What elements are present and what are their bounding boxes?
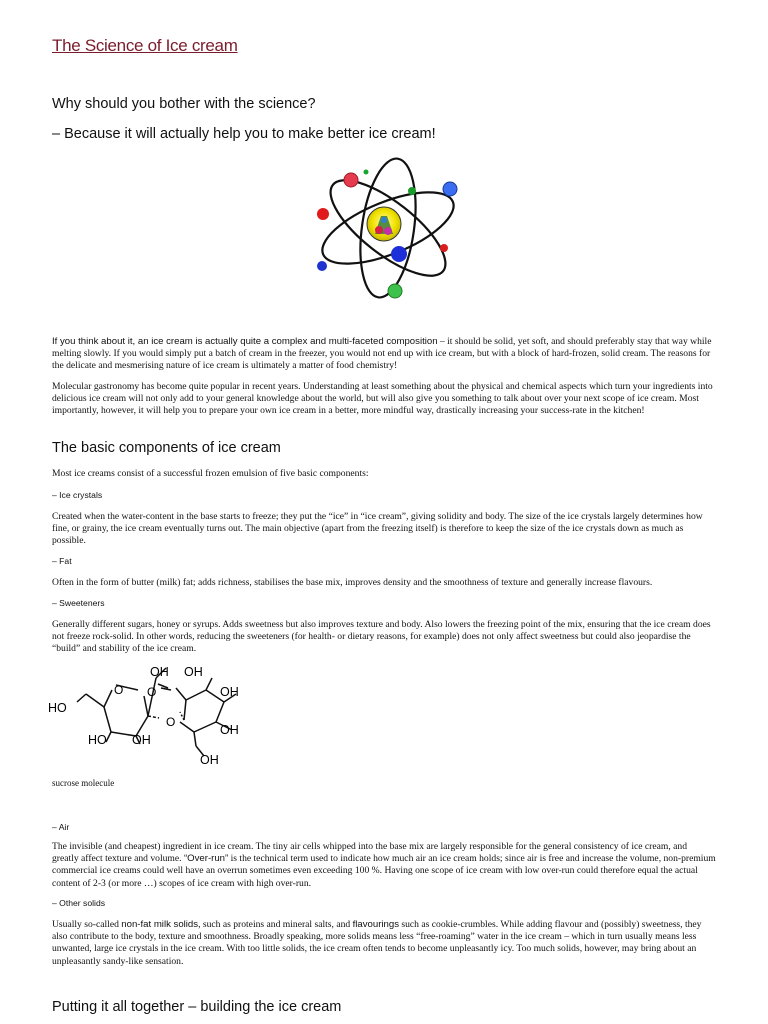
molecule-ring-o-1: O	[114, 683, 124, 697]
sweeteners-label: – Sweeteners	[52, 598, 105, 608]
molecule-ring-o-2: O	[166, 715, 176, 729]
molecule-ho-bottom: HO	[88, 733, 107, 747]
molecule-ho-left: HO	[48, 701, 67, 715]
molecule-oh-right-1: OH	[220, 685, 239, 699]
fat-text: Often in the form of butter (milk) fat; adds richness, stabilises the base mix, improves density and the smoothness of texture and generally increase flavours.	[52, 577, 653, 588]
molecule-oh-bottom-right: OH	[200, 753, 219, 767]
sucrose-molecule-diagram	[44, 660, 254, 770]
other-solids-text	[52, 919, 716, 968]
intro-lead: If you think about it, an ice cream is actually quite a complex and multi-faceted composition	[52, 336, 438, 347]
fat-label: – Fat	[52, 556, 72, 566]
atom-icon	[308, 148, 468, 308]
other-c: such as cookie-crumbles. While adding flavour and (possibly) sweetness, they also contribute to the body, texture and smoothness. Broadly speaking, more solids means less “free-roaming” water in the ice cream – which in turn usually means less unwanted, large ice crystals in the ice cream. With too little solids, the ice cream often tends to become unpleasantly icy. Too much solids, however, may bring about an unpleasantly sandy-like sensation.	[52, 919, 702, 967]
air-text-b: is the technical term used to indicate how much air an ice cream holds; since air is free and increase the volume, non-premium commercial ice creams could well have an overrun sometimes even exceeding 100 %. Having one scope of ice cream with low over-run could therefore equal the actual content of 2-3 (or more …) scopes of ice cream with high over-run.	[52, 853, 716, 889]
page-title: The Science of Ice cream	[52, 36, 238, 55]
molecule-caption: sucrose molecule	[52, 778, 115, 788]
air-text-a: The invisible (and cheapest) ingredient in ice cream. The tiny air cells whipped into the base mix are largely responsible for the general consistency of ice cream, and greatly affect texture and volume.	[52, 841, 687, 865]
molecular-paragraph: Molecular gastronomy has become quite popular in recent years. Understanding at least something about the physical and chemical aspects which turn your ingredients into delicious ice cream will not only add to your general knowledge about the world, but will also give you something to talk about over your next scope of ice cream. Most importantly, however, it will help you to prepare your own ice cream in a better, more mindful way, drastically increasing your success-rate in the kitchen!	[52, 381, 713, 417]
molecule-oh-top-right: OH	[184, 665, 203, 679]
basic-intro: Most ice creams consist of a successful frozen emulsion of five basic components:	[52, 468, 369, 479]
air-label: – Air	[52, 822, 70, 832]
molecule-oh-bottom-mid: OH	[132, 733, 151, 747]
ice-crystals-text: Created when the water-content in the base starts to freeze; they put the “ice” in “ice cream”, giving solidity and body. The size of the ice crystals largely determines how fine, or grainy, the ice cream eventually turns out. The main objective (apart from the freezing itself) is therefore to keep the size of the ice crystals down as much as possible.	[52, 511, 703, 547]
other-term-1: non-fat milk solids	[121, 919, 199, 930]
intro-paragraph	[52, 336, 716, 373]
intro-rest: – it should be solid, yet soft, and should preferably stay that way while melting slowly. If you would simply put a batch of cream in the freezer, you would not end up with ice cream, but with a block of hard-frozen, solid cream. The reasons for the delicate and mesmerising nature of ice cream is ultimately a matter of food chemistry!	[52, 336, 712, 372]
ice-crystals-label: – Ice crystals	[52, 490, 103, 500]
other-a: Usually so-called	[52, 919, 122, 930]
air-text	[52, 841, 716, 890]
molecule-oh-top-left: OH	[150, 665, 169, 679]
answer-heading: – Because it will actually help you to make better ice cream!	[52, 126, 436, 142]
air-term: “Over-run”	[183, 853, 229, 865]
other-term-2: flavourings	[352, 919, 399, 930]
molecule-oh-right-2: OH	[220, 723, 239, 737]
sweeteners-text: Generally different sugars, honey or syrups. Adds sweetness but also improves texture and body. Also lowers the freezing point of the mix, ensuring that the ice cream does not freeze rock-solid. In other words, reducing the sweeteners (for health- or dietary reasons, for example) does not only affect sweetness but could also jeopardise the “build” and stability of the ice cream.	[52, 619, 711, 655]
other-solids-label: – Other solids	[52, 898, 106, 908]
basic-components-heading: The basic components of ice cream	[52, 440, 281, 456]
putting-together-heading: Putting it all together – building the ice cream	[52, 999, 342, 1015]
molecule-glycosidic-o: O	[147, 685, 157, 699]
question-heading: Why should you bother with the science?	[52, 96, 316, 112]
other-b: , such as proteins and mineral salts, and	[198, 919, 353, 930]
